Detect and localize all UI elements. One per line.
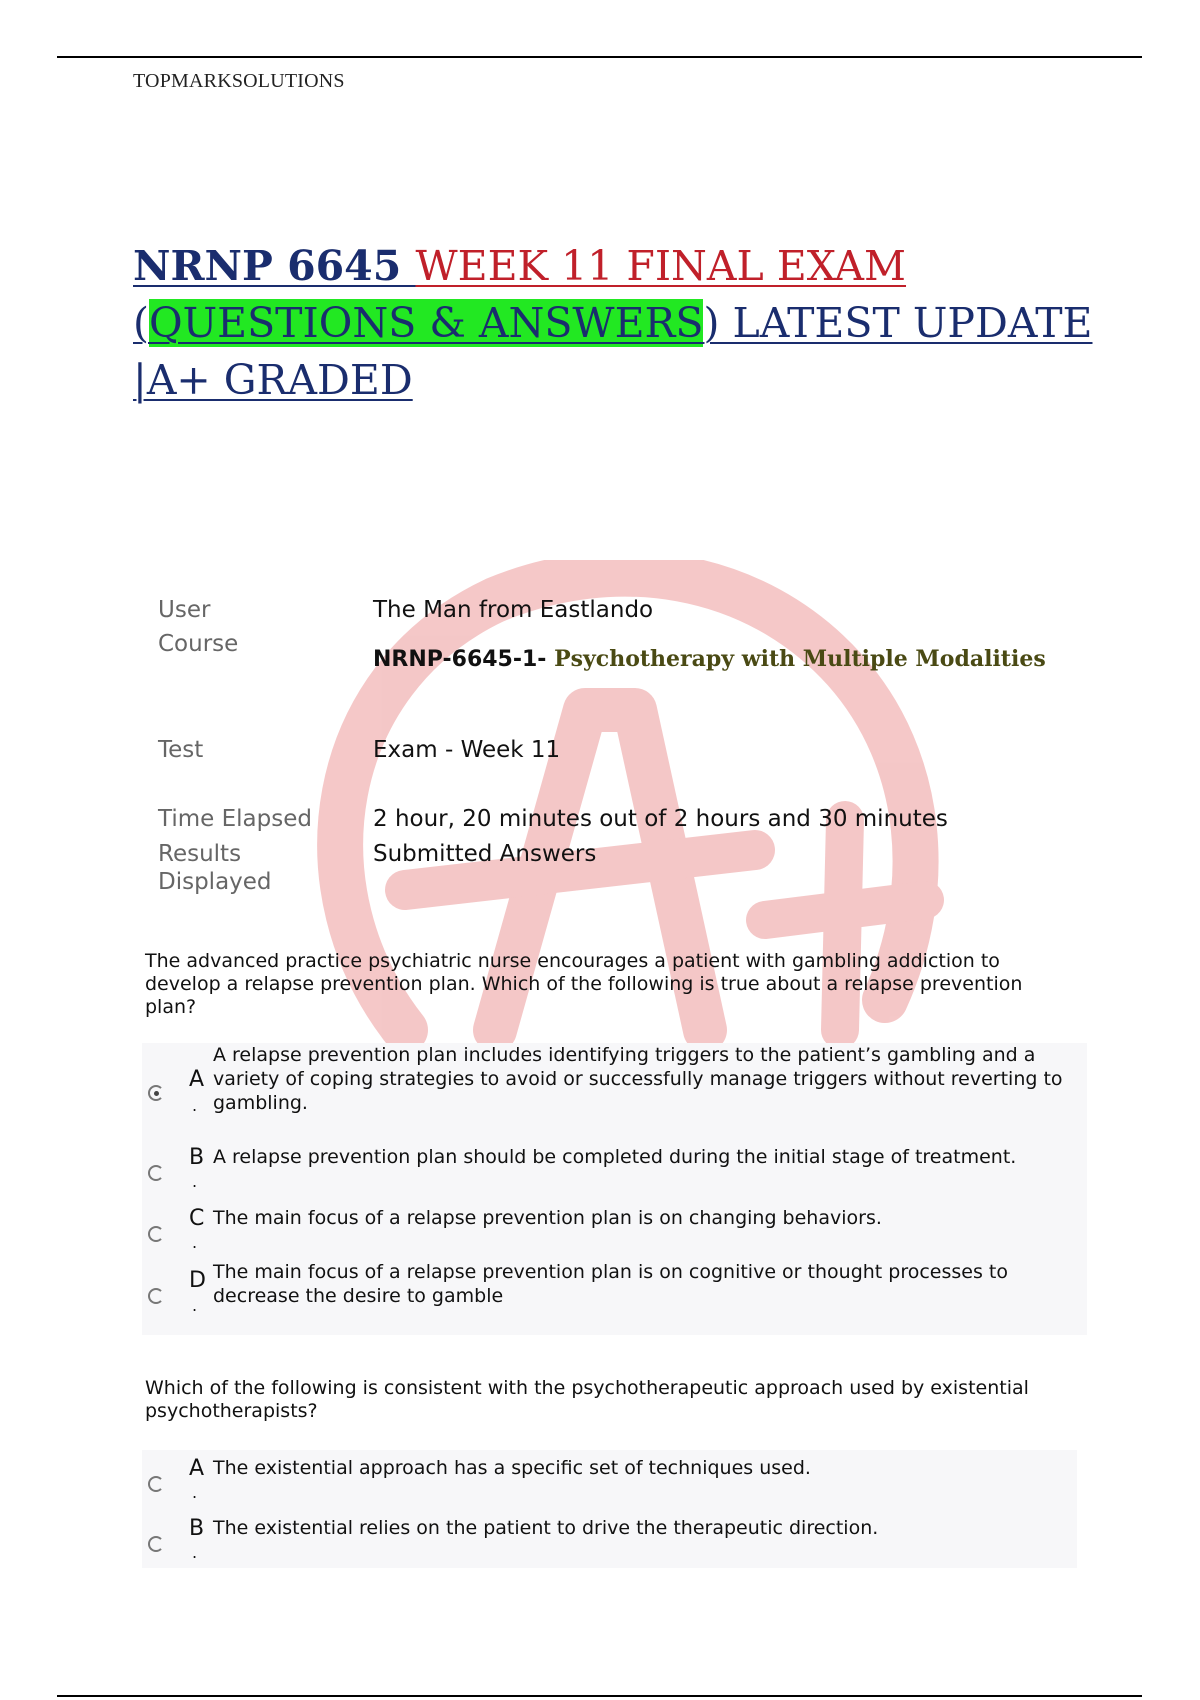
course-code: NRNP-6645-1- [373,647,555,672]
title-paren: ( [133,299,149,347]
option-letter: A [189,1067,205,1092]
option-text: The existential approach has a specific set of techniques used. [213,1457,811,1479]
title-exam-name: WEEK 11 FINAL EXAM [415,242,907,290]
option-dot: . [192,1172,198,1191]
radio-button-icon[interactable] [148,1476,164,1492]
title-latest-update: ) LATEST UPDATE [703,299,1093,347]
option-dot: . [192,1096,198,1115]
option-letter: A [189,1456,205,1481]
option-text: A relapse prevention plan includes identifying triggers to the patient’s gambling and a variety of coping strategies to avoid or successfully manage triggers without reverting to gambling. [213,1044,1063,1114]
option-text: The main focus of a relapse prevention plan is on cognitive or thought processes to decrease the desire to gamble [213,1261,1008,1307]
option-text: The existential relies on the patient to drive the therapeutic direction. [213,1517,879,1539]
document-title [133,238,1113,409]
header-brand: TOPMARKSOLUTIONS [133,70,345,92]
option-dot: . [192,1296,198,1315]
results-label-1: Results [158,841,242,867]
user-value: The Man from Eastlando [373,597,654,623]
option-text: A relapse prevention plan should be completed during the initial stage of treatment. [213,1146,1017,1168]
option-dot: . [192,1543,198,1562]
course-name: Psychotherapy with Multiple Modalities [554,646,1046,672]
question-2-text: Which of the following is consistent with the psychotherapeutic approach used by existential psychotherapists? [145,1377,1029,1422]
radio-button-icon[interactable] [148,1536,164,1552]
option-letter: B [189,1145,205,1170]
time-label: Time Elapsed [158,806,312,832]
question-1-text: The advanced practice psychiatric nurse encourages a patient with gambling addiction to develop a relapse prevention plan. Which of the following is true about a relapse prevention plan? [145,950,1023,1018]
title-course-code: NRNP 6645 [133,242,416,290]
radio-button-icon[interactable] [148,1085,164,1101]
radio-button-icon[interactable] [148,1165,164,1181]
test-label: Test [158,737,204,763]
radio-button-icon[interactable] [148,1226,164,1242]
option-text: The main focus of a relapse prevention plan is on changing behaviors. [213,1207,882,1229]
user-label: User [158,597,211,623]
option-letter: D [189,1268,206,1293]
radio-button-icon[interactable] [148,1288,164,1304]
course-label: Course [158,631,239,657]
option-dot: . [192,1233,198,1252]
course-value [373,645,1046,674]
results-value: Submitted Answers [373,841,597,867]
title-grade: |A+ GRADED [133,356,413,404]
title-highlight: QUESTIONS & ANSWERS [149,299,704,347]
bottom-rule [57,1695,1142,1697]
option-letter: B [189,1516,205,1541]
option-letter: C [189,1206,205,1231]
top-rule [57,56,1142,58]
option-dot: . [192,1483,198,1502]
test-value: Exam - Week 11 [373,737,561,763]
time-value: 2 hour, 20 minutes out of 2 hours and 30 minutes [373,806,948,832]
results-label-2: Displayed [158,869,272,895]
